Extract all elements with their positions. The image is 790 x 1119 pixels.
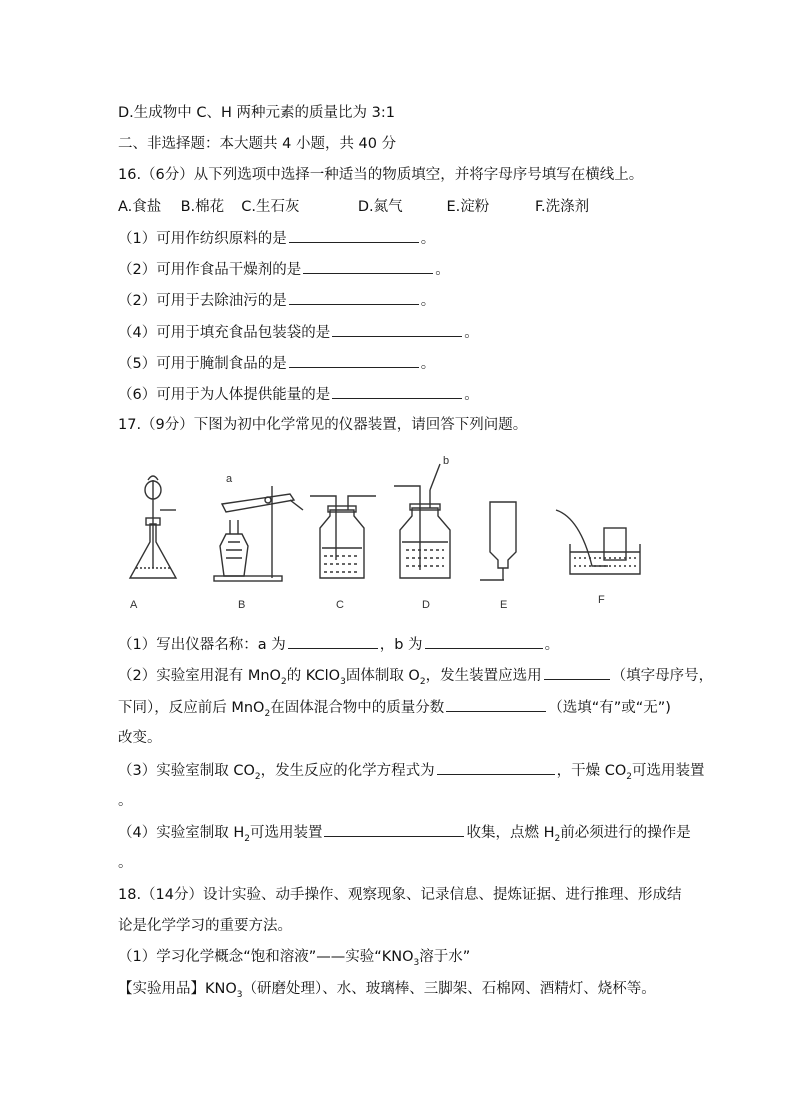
answer-blank-b[interactable] — [425, 634, 543, 649]
q16-item-4: （4）可用于填充食品包装袋的是 。 — [118, 322, 479, 343]
option-d: D.氮气 — [357, 199, 403, 215]
answer-blank[interactable] — [289, 228, 419, 243]
answer-blank[interactable] — [332, 322, 462, 337]
q16-stem: 16.（6分）从下列选项中选择一种适当的物质填空，并将字母序号填写在横线上。 — [118, 167, 644, 183]
answer-blank[interactable] — [332, 384, 462, 399]
option-b: B.棉花 — [180, 199, 225, 215]
answer-blank[interactable] — [437, 760, 555, 775]
answer-blank[interactable] — [324, 822, 464, 837]
q16-options — [118, 197, 589, 217]
answer-blank[interactable] — [544, 665, 610, 680]
label-c: C — [336, 599, 344, 611]
mark-b: b — [443, 455, 450, 467]
apparatus-a-flask — [130, 476, 176, 578]
answer-blank[interactable] — [289, 290, 419, 305]
q17-p4-line1: （4）实验室制取 $H_2$可选用装置 收集，点燃 $H_2$前必须进行的操作是 — [118, 822, 691, 849]
q16-item-1: （1）可用作纺织原料的是 。 — [118, 228, 435, 249]
answer-blank[interactable] — [303, 259, 433, 274]
answer-blank-a[interactable] — [288, 634, 378, 649]
q18-stem-line2: 论是化学学习的重要方法。 — [118, 918, 292, 934]
apparatus-f-trough — [556, 510, 640, 574]
option-e: E.淀粉 — [446, 199, 490, 215]
q17-p1: （1）写出仪器名称：a 为 ，b 为 。 — [118, 634, 559, 655]
answer-blank[interactable] — [289, 353, 419, 368]
option-a: A.食盐 — [118, 199, 162, 215]
q17-p4-line2: 。 — [118, 855, 133, 871]
label-d: D — [422, 599, 430, 611]
q16-item-2: （2）可用作食品干燥剂的是 。 — [118, 259, 450, 280]
label-f: F — [598, 594, 605, 606]
q17-p2-line1: （2）实验室用混有 MnO$_2$的 KClO$_3$固体制取 $O_2$，发生装置应选用 （填字母序号， — [118, 665, 713, 692]
q17-stem: 17.（9分）下图为初中化学常见的仪器装置，请回答下列问题。 — [118, 417, 528, 433]
option-c: C.生石灰 — [241, 199, 300, 215]
q15-option-d: D.生成物中 C、H 两种元素的质量比为 3:1 — [118, 105, 395, 121]
apparatus-figure — [118, 450, 678, 620]
apparatus-e-collector — [480, 502, 516, 580]
q17-p3-line2: 。 — [118, 793, 133, 809]
label-a: A — [130, 599, 138, 611]
q16-item-6: （6）可用于为人体提供能量的是 。 — [118, 384, 479, 405]
q18-p1: （1）学习化学概念“饱和溶液”——实验“$KNO_3$溶于水” — [118, 949, 471, 968]
option-f: F.洗涤剂 — [535, 199, 590, 215]
label-b: B — [238, 599, 246, 611]
q18-materials: 【实验用品】$KNO_3$（研磨处理）、水、玻璃棒、三脚架、石棉网、酒精灯、烧杯等。 — [118, 981, 656, 1000]
q17-p2-line3: 改变。 — [118, 730, 162, 746]
answer-blank[interactable] — [446, 697, 546, 712]
apparatus-b-stand — [214, 486, 303, 581]
apparatus-d-bottle — [394, 464, 450, 578]
apparatus-c-bottle — [310, 496, 376, 578]
q16-item-3: （2）可用于去除油污的是 。 — [118, 290, 435, 311]
label-e: E — [500, 599, 508, 611]
q16-item-5: （5）可用于腌制食品的是 。 — [118, 353, 435, 374]
q17-p3-line1: （3）实验室制取 $CO_2$，发生反应的化学方程式为 ，干燥 $CO_2$可选用装置 — [118, 760, 705, 787]
q17-p2-line2: 下同），反应前后 MnO$_2$在固体混合物中的质量分数 （选填“有”或“无”) — [118, 697, 671, 724]
q18-stem-line1: 18.（14分）设计实验、动手操作、观察现象、记录信息、提炼证据、进行推理、形成结 — [118, 887, 682, 903]
section2-title: 二、非选择题：本大题共 4 小题，共 40 分 — [118, 136, 397, 152]
mark-a: a — [226, 473, 233, 485]
